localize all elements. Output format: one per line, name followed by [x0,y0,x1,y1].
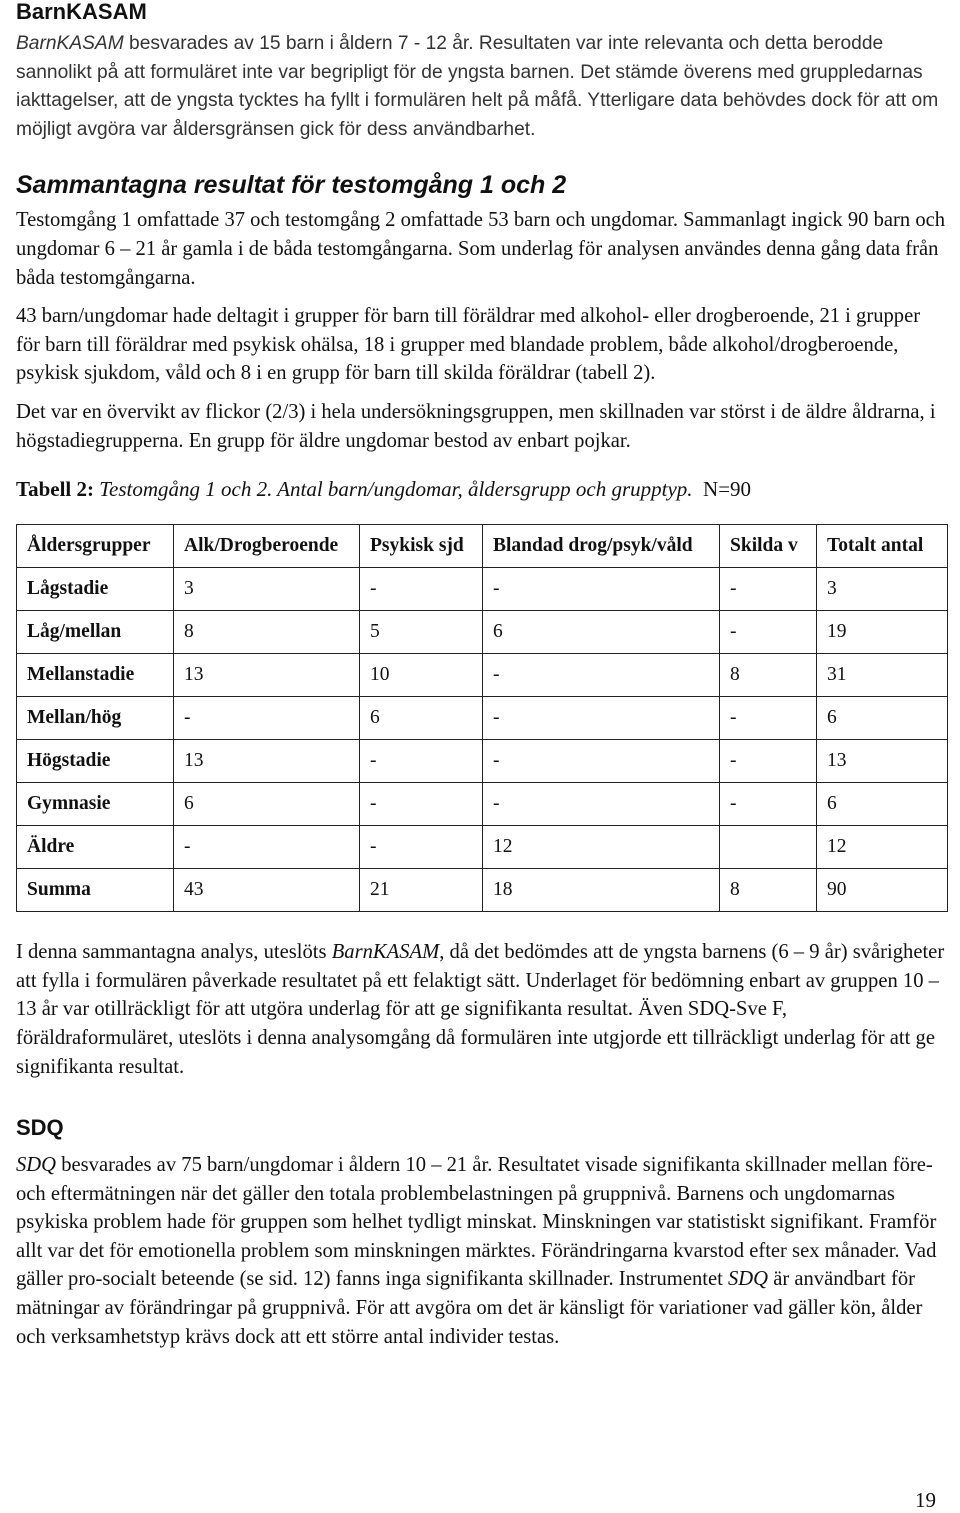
table-caption-title: Testomgång 1 och 2. Antal barn/ungdomar, åldersgrupp och grupptyp. [99,477,693,502]
table-cell: 8 [720,654,817,697]
table-row [17,611,948,654]
row-label: Lågstadie [17,568,174,611]
row-label: Äldre [17,826,174,869]
row-label: Mellanstadie [17,654,174,697]
table-cell: 90 [817,869,948,912]
col-header: Psykisk sjd [360,525,483,568]
analysis-text-a: I denna sammantagna analys, uteslöts [16,941,332,964]
col-header: Skilda v [720,525,817,568]
table-cell: - [720,783,817,826]
table-cell: - [174,697,360,740]
table-cell: 13 [817,740,948,783]
table-cell: 3 [174,568,360,611]
table-cell: 21 [360,869,483,912]
table-caption-n: N=90 [703,477,752,502]
table-cell: - [360,568,483,611]
table-cell: 18 [483,869,720,912]
col-header: Blandad drog/psyk/våld [483,525,720,568]
table-row [17,740,948,783]
table-cell: 6 [817,697,948,740]
table-row [17,869,948,912]
table-row [17,697,948,740]
table-cell: - [483,568,720,611]
document-page [16,0,948,1351]
analysis-text-b: , då det bedömdes att de yngsta barnens (6 – 9 år) svårigheter att fylla i formulären påverkade resultatet på ett felaktigt sätt. Underlaget för bedömning enbart av gruppen 10 – 13 år var otillräckligt för att utgöra underlag för att ge signifikanta resultat. Även SDQ-Sve F, föräldraformuläret, uteslöts i denna analysomgång då formulären inte utgjorde ett tillräckligt underlag för att ge signifikanta resultat. [16,941,945,1078]
table-cell: - [483,654,720,697]
table-cell: 5 [360,611,483,654]
table-cell: 3 [817,568,948,611]
table-cell: 6 [174,783,360,826]
table-cell: - [360,740,483,783]
analysis-paragraph [16,938,948,1081]
age-group-table [16,524,948,912]
table-cell: 6 [817,783,948,826]
table-caption [16,475,948,503]
table-cell: - [720,740,817,783]
barnkasam-text: besvarades av 15 barn i åldern 7 - 12 år. Resultaten var inte relevanta och detta berodde sannolikt på att formuläret inte var begripligt för de yngsta barnen. Det stämde överens med gruppledarnas iakttagelser, att de yngsta tycktes ha fyllt i formulären helt på måfå. Ytterligare data behövdes dock för att om möjligt avgöra var åldersgränsen gick för dess användbarhet. [16,33,939,140]
table-cell: 13 [174,654,360,697]
col-header: Åldersgrupper [17,525,174,568]
sdq-text-b: är användbart för mätningar av förändringar på gruppnivå. För att avgöra om det är känsligt för variationer vad gäller kön, ålder och verksamhetstyp krävs dock att ett större antal individer testas. [16,1268,923,1348]
table-cell: 6 [360,697,483,740]
row-label: Mellan/hög [17,697,174,740]
row-label: Gymnasie [17,783,174,826]
table-cell: 19 [817,611,948,654]
table-cell: 12 [483,826,720,869]
table-cell: - [720,611,817,654]
table-row [17,783,948,826]
table-row [17,568,948,611]
table-cell: 31 [817,654,948,697]
sdq-em-2: SDQ [728,1268,769,1291]
heading-sdq: SDQ [16,1115,64,1141]
table-cell: - [483,740,720,783]
barnkasam-paragraph [16,30,948,144]
sdq-em-1: SDQ [16,1154,57,1177]
sammantagna-paragraph-3: Det var en övervikt av flickor (2/3) i hela undersökningsgruppen, men skillnaden var störst i de äldre åldrarna, i högstadiegrupperna. En grupp för äldre ungdomar bestod av enbart pojkar. [16,400,936,452]
page-number: 19 [915,1488,936,1512]
heading-sammantagna: Sammantagna resultat för testomgång 1 och 2 [16,171,567,200]
row-label: Högstadie [17,740,174,783]
col-header: Alk/Drogberoende [174,525,360,568]
sammantagna-paragraph-2: 43 barn/ungdomar hade deltagit i grupper för barn till föräldrar med alkohol- eller drogberoende, 21 i grupper för barn till föräldrar med psykisk ohälsa, 18 i grupper med blandade problem, både alkohol/drogberoende, psykisk sjukdom, våld och 8 i en grupp för barn till skilda föräldrar (tabell 2). [16,305,921,385]
table-caption-label: Tabell 2: [16,477,100,502]
table-cell: 13 [174,740,360,783]
table-cell: 43 [174,869,360,912]
table-cell: 12 [817,826,948,869]
table-row [17,654,948,697]
table-cell: - [720,568,817,611]
sdq-paragraph [16,1151,948,1351]
table-cell: 6 [483,611,720,654]
analysis-em: BarnKASAM [331,941,440,964]
row-label: Låg/mellan [17,611,174,654]
table-cell: - [483,697,720,740]
table-row [17,826,948,869]
table-cell: - [720,697,817,740]
table-cell: - [174,826,360,869]
table-cell: 8 [720,869,817,912]
table-cell: - [360,826,483,869]
table-cell: - [483,783,720,826]
barnkasam-em: BarnKASAM [16,33,124,54]
row-label: Summa [17,869,174,912]
sammantagna-paragraph-1: Testomgång 1 omfattade 37 och testomgång 2 omfattade 53 barn och ungdomar. Sammanlagt ingick 90 barn och ungdomar 6 – 21 år gamla i de båda testomgångarna. Som underlag för analysen användes denna gång data från båda testomgångarna. [16,209,946,289]
table-cell [720,826,817,869]
table-cell: 8 [174,611,360,654]
table-header-row [17,525,948,568]
col-header: Totalt antal [817,525,948,568]
heading-barnkasam: BarnKASAM [16,0,147,24]
table-cell: - [360,783,483,826]
sdq-text-a: besvarades av 75 barn/ungdomar i åldern 10 – 21 år. Resultatet visade signifikanta skillnader mellan före- och eftermätningen när det gäller den totala problembelastningen på gruppnivå. Barnens och ungdomarnas psykiska problem hade för gruppen som helhet tydligt minskat. Minskningen var statistiskt signifikant. Framför allt var det för emotionella problem som minskningen märktes. Förändringarna kvarstod efter sex månader. Vad gäller pro-socialt beteende (se sid. 12) fanns inga signifikanta skillnader. Instrumentet [16,1154,937,1291]
table-cell: 10 [360,654,483,697]
